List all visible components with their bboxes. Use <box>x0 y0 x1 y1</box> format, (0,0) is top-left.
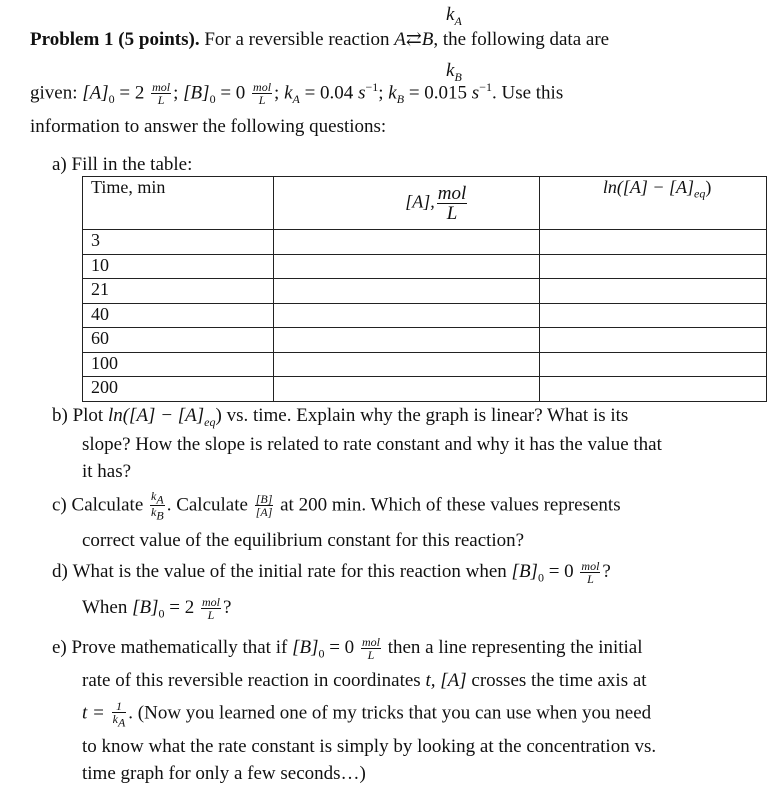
concentration-cell[interactable] <box>274 303 540 328</box>
part-c-line-2: correct value of the equilibrium constant for this reaction? <box>82 530 525 551</box>
concentration-cell[interactable] <box>274 279 540 304</box>
time-cell: 200 <box>83 377 274 402</box>
part-d-line-2: When $[B]_0 = 2$ $\frac{\text{mol}}{L}$ ? <box>82 595 232 622</box>
part-e: e) Prove mathematically that if $[B]_0 = 0$ $\frac{\text{mol}}{L}$ then a line representing the initial <box>52 635 643 662</box>
time-cell: 60 <box>83 328 274 353</box>
header-concentration: [A], $\frac{\text{mol}}{L}$ <box>274 177 540 230</box>
part-b-line-2: slope? How the slope is related to rate constant and why it has the value that <box>82 434 662 455</box>
concentration-cell[interactable] <box>274 328 540 353</box>
time-cell: 40 <box>83 303 274 328</box>
table-row <box>83 377 767 402</box>
ln-cell[interactable] <box>540 303 767 328</box>
ln-cell[interactable] <box>540 279 767 304</box>
kB-arrow-label: $k_B$ <box>446 60 462 84</box>
concentration-cell[interactable] <box>274 352 540 377</box>
part-a: a) Fill in the table: <box>52 154 193 175</box>
part-b: b) Plot $\ln([A] - [A]_{eq})$ vs. time. Explain why the graph is linear? What is its <box>52 405 629 429</box>
part-e-line-2: rate of this reversible reaction in coordinates t, [A] crosses the time axis at <box>82 670 647 691</box>
intro-line-1: Problem 1 (5 points). For a reversible reaction A⇄B, the following data are <box>30 29 610 50</box>
table-row <box>83 279 767 304</box>
concentration-cell[interactable] <box>274 254 540 279</box>
header-ln: $\ln([A] - [A]_{eq})$ <box>540 177 767 230</box>
part-e-line-4: to know what the rate constant is simply by looking at the concentration vs. <box>82 736 657 757</box>
data-table <box>82 176 767 402</box>
concentration-cell[interactable] <box>274 377 540 402</box>
ln-cell[interactable] <box>540 328 767 353</box>
kA-arrow-label: $k_A$ <box>446 4 462 28</box>
part-c: c) Calculate $\frac{k_A}{k_B}$ . Calculate $\frac{[B]}{[A]}$ at 200 min. Which of these values represents <box>52 489 621 523</box>
time-cell: 100 <box>83 352 274 377</box>
intro-line-3: information to answer the following questions: <box>30 116 387 137</box>
ln-cell[interactable] <box>540 352 767 377</box>
table-row <box>83 230 767 255</box>
ln-cell[interactable] <box>540 230 767 255</box>
intro-line-2: given: $[A]_0 = 2$ $\frac{\text{mol}}{L}$ ; $[B]_0 = 0$ $\frac{\text{mol}}{L}$ ; $k_A = 0.04$ $s^{-1}$; $k_B = 0.015$ $s^{-1}$. Use this <box>30 80 564 108</box>
time-cell: 10 <box>83 254 274 279</box>
time-cell: 3 <box>83 230 274 255</box>
concentration-cell[interactable] <box>274 230 540 255</box>
part-e-line-5: time graph for only a few seconds…) <box>82 763 366 784</box>
part-e-line-3: t = $\frac{1}{k_A}$ . (Now you learned one of my tricks that you can use when you need <box>82 699 652 730</box>
table-row <box>83 352 767 377</box>
reversible-arrow: ⇄ <box>405 29 422 50</box>
ln-cell[interactable] <box>540 254 767 279</box>
part-d: d) What is the value of the initial rate for this reaction when $[B]_0 = 0$ $\frac{\text{mol}}{L}$ ? <box>52 559 611 586</box>
table-row <box>83 254 767 279</box>
table-row <box>83 328 767 353</box>
table-row <box>83 303 767 328</box>
part-b-line-3: it has? <box>82 461 132 482</box>
ln-cell[interactable] <box>540 377 767 402</box>
time-cell: 21 <box>83 279 274 304</box>
header-time: Time, min <box>83 177 274 230</box>
